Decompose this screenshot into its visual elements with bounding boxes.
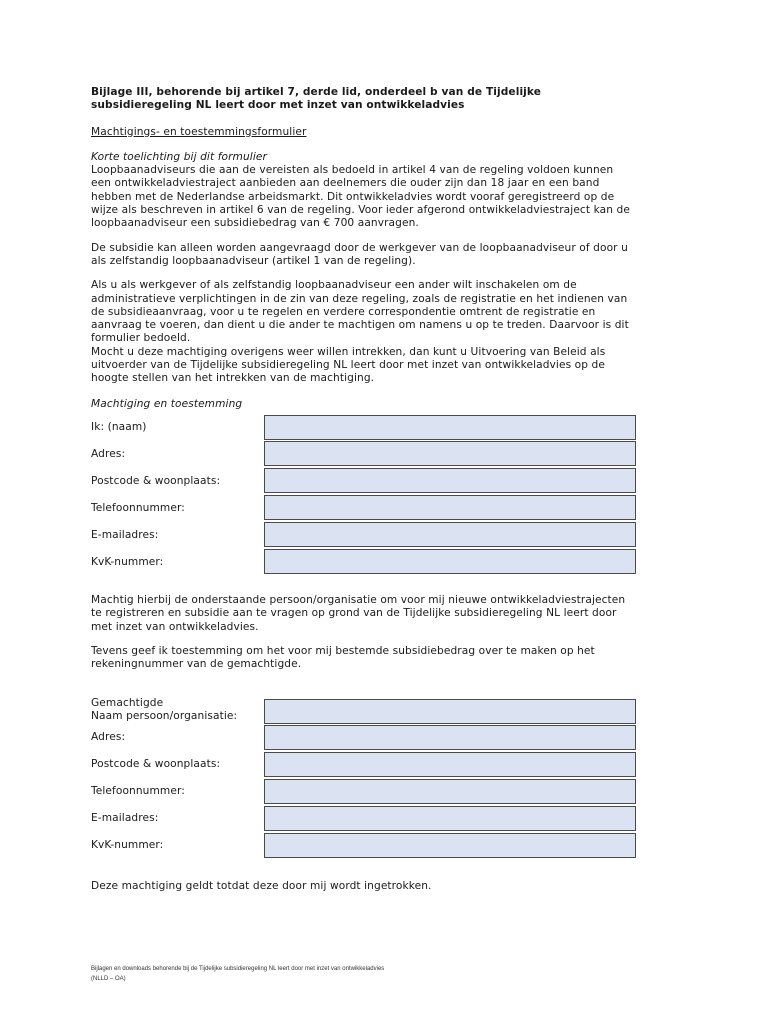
page-footer (91, 964, 384, 984)
text-line: wijze als beschreven in artikel 6 van de regeling. Voor ieder afgerond ontwikkeladviestraject kan de (91, 204, 630, 217)
text-line: De subsidie kan alleen worden aangevraagd door de werkgever van de loopbaanadviseur of door u (91, 241, 628, 254)
form-row-email (91, 522, 638, 549)
representative-address-input[interactable] (264, 725, 636, 750)
field-label: E-mailadres: (91, 528, 159, 541)
text-line: als zelfstandig loopbaanadviseur (artikel 1 van de regeling). (91, 254, 416, 267)
text-line: Als u als werkgever of als zelfstandig loopbaanadviseur een ander wilt inschakelen om de (91, 279, 577, 292)
field-label: Postcode & woonplaats: (91, 474, 221, 487)
form-row-address (91, 441, 638, 468)
phone-input[interactable] (264, 495, 636, 520)
text-line: rekeningnummer van de gemachtigde. (91, 658, 302, 671)
title-line-1: Bijlage III, behorende bij artikel 7, derde lid, onderdeel b van de Tijdelijke (91, 86, 542, 98)
field-label: Telefoonnummer: (91, 785, 185, 798)
gemachtigde-form (91, 695, 638, 859)
field-label: Adres: (91, 447, 126, 460)
document-page (91, 86, 681, 894)
name-input[interactable] (264, 415, 636, 440)
representative-postcode-input[interactable] (264, 752, 636, 777)
text-line: Loopbaanadviseurs die aan de vereisten als bedoeld in artikel 4 van de regeling voldoen kunnen (91, 164, 614, 177)
form-row-representative-email (91, 805, 638, 832)
text-line: Machtig hierbij de onderstaande persoon/organisatie om voor mij nieuwe ontwikkeladviestrajecten (91, 593, 626, 606)
representative-name-input[interactable] (264, 699, 636, 724)
form-subtitle: Machtigings- en toestemmingsformulier (91, 125, 307, 138)
title-line-2: subsidieregeling NL leert door met inzet van ontwikkeladvies (91, 99, 465, 112)
text-line: loopbaanadviseur een subsidiebedrag van € 700 aanvragen. (91, 217, 419, 230)
machtiging-heading: Machtiging en toestemming (91, 397, 243, 410)
representative-email-input[interactable] (264, 806, 636, 831)
postcode-city-input[interactable] (264, 468, 636, 493)
text-line: administratieve verplichtingen in de zin van deze regeling, zoals de registratie en het indienen van (91, 292, 628, 305)
address-input[interactable] (264, 441, 636, 466)
representative-name-label: Naam persoon/organisatie: (91, 709, 238, 722)
form-row-phone (91, 495, 638, 522)
form-row-representative-phone (91, 778, 638, 805)
footer-line-1: Bijlagen en downloads behorende bij de Tijdelijke subsidieregeling NL leert door met inzet van ontwikkeladvies (91, 966, 385, 972)
representative-kvk-input[interactable] (264, 833, 636, 858)
consent-paragraph (91, 645, 681, 672)
text-line: formulier bedoeld. (91, 332, 191, 345)
form-row-representative-name (91, 695, 638, 724)
form-row-postcode (91, 468, 638, 495)
form-row-kvk (91, 549, 638, 576)
text-line: hebben met de Nederlandse arbeidsmarkt. Dit ontwikkeladvies wordt vooraf geregistreerd op de (91, 190, 615, 203)
email-input[interactable] (264, 522, 636, 547)
footer-line-2: (NLLD – OA) (91, 976, 126, 982)
text-line: Mocht u deze machtiging overigens weer willen intrekken, dan kunt u Uitvoering van Beleid als (91, 345, 606, 358)
text-line: uitvoerder van de Tijdelijke subsidieregeling NL leert door met inzet van ontwikkeladvies op de (91, 359, 605, 372)
text-line: te registreren en subsidie aan te vragen op grond van de Tijdelijke subsidieregeling NL leert door (91, 607, 617, 620)
field-label (91, 697, 264, 724)
field-label: Adres: (91, 731, 126, 744)
field-label: KvK-nummer: (91, 555, 164, 568)
field-label: Telefoonnummer: (91, 501, 185, 514)
text-line: met inzet van ontwikkeladvies. (91, 620, 259, 633)
form-row-name (91, 414, 638, 441)
document-title (91, 86, 681, 113)
field-label: Ik: (naam) (91, 420, 147, 433)
representative-label: Gemachtigde (91, 696, 164, 709)
form-row-representative-kvk (91, 832, 638, 859)
intro-heading: Korte toelichting bij dit formulier (91, 150, 267, 163)
field-label: KvK-nummer: (91, 839, 164, 852)
text-line: aanvraag te voeren, dan dient u die ander te machtigen om namens u op te treden. Daarvoor is dit (91, 319, 629, 332)
form-row-representative-postcode (91, 751, 638, 778)
representative-phone-input[interactable] (264, 779, 636, 804)
field-label: E-mailadres: (91, 812, 159, 825)
field-label: Postcode & woonplaats: (91, 758, 221, 771)
text-line: hoogte stellen van het intrekken van de machtiging. (91, 372, 375, 385)
text-line: een ontwikkeladviestraject aanbieden aan deelnemers die ouder zijn dan 18 jaar en een band (91, 177, 600, 190)
machtiger-form (91, 414, 638, 576)
intro-paragraph-3 (91, 279, 681, 385)
kvk-input[interactable] (264, 549, 636, 574)
text-line: Tevens geef ik toestemming om het voor mij bestemde subsidiebedrag over te maken op het (91, 644, 595, 657)
intro-paragraph-1 (91, 164, 681, 230)
authorization-paragraph (91, 594, 681, 634)
intro-paragraph-2 (91, 242, 681, 269)
closing-statement: Deze machtiging geldt totdat deze door mij wordt ingetrokken. (91, 880, 432, 893)
text-line: de subsidieaanvraag, voor u te regelen en verdere correspondentie omtrent de registratie en (91, 305, 596, 318)
form-row-representative-address (91, 724, 638, 751)
